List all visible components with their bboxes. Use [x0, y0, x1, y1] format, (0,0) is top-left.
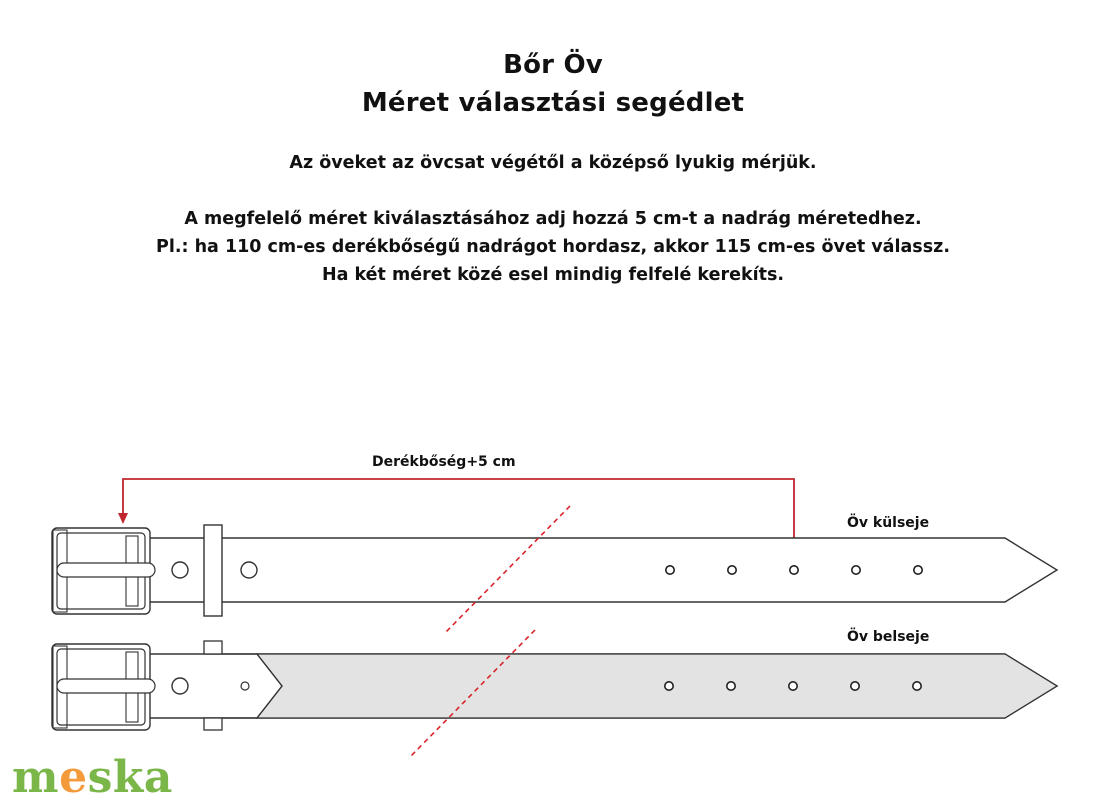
rivet-hole — [172, 678, 188, 694]
belt-inner — [52, 641, 1057, 730]
belt-outer — [52, 525, 1057, 616]
belt-hole — [914, 566, 922, 574]
page-subtitle: Méret választási segédlet — [361, 88, 745, 118]
rivet-hole — [172, 562, 188, 578]
belt-hole — [665, 682, 673, 690]
instruction-line: Pl.: ha 110 cm-es derékbőségű nadrágot hordasz, akkor 115 cm-es övet válassz. — [156, 237, 950, 257]
measure-note: Az öveket az övcsat végétől a középső lyukig mérjük. — [289, 153, 817, 173]
belt-keeper — [204, 525, 222, 616]
logo-accent-letter: e — [59, 752, 88, 803]
meska-logo — [12, 752, 173, 804]
belt-hole-middle — [790, 566, 798, 574]
keeper-stub-bottom — [204, 718, 222, 730]
arrow-head-left — [118, 513, 128, 524]
buckle-prong — [57, 679, 155, 693]
instruction-line: Ha két méret közé esel mindig felfelé kerekíts. — [321, 265, 785, 285]
belt-hole — [913, 682, 921, 690]
logo-text: meska — [12, 752, 173, 803]
belt-hole — [789, 682, 797, 690]
belt-hole — [727, 682, 735, 690]
measurement-label: Derékbőség+5 cm — [372, 454, 516, 470]
belt-hole — [728, 566, 736, 574]
inner-leather-surface — [257, 654, 1057, 718]
inner-side-label: Öv belseje — [847, 629, 930, 645]
belt-hole — [666, 566, 674, 574]
belt-hole — [852, 566, 860, 574]
rivet-hole-small — [241, 682, 249, 690]
rivet-hole — [241, 562, 257, 578]
buckle-prong — [57, 563, 155, 577]
page-title: Bőr Öv — [503, 50, 603, 80]
keeper-stub-top — [204, 641, 222, 654]
instruction-line: A megfelelő méret kiválasztásához adj hozzá 5 cm-t a nadrág méretedhez. — [184, 209, 922, 229]
outer-side-label: Öv külseje — [847, 515, 930, 531]
belt-hole — [851, 682, 859, 690]
